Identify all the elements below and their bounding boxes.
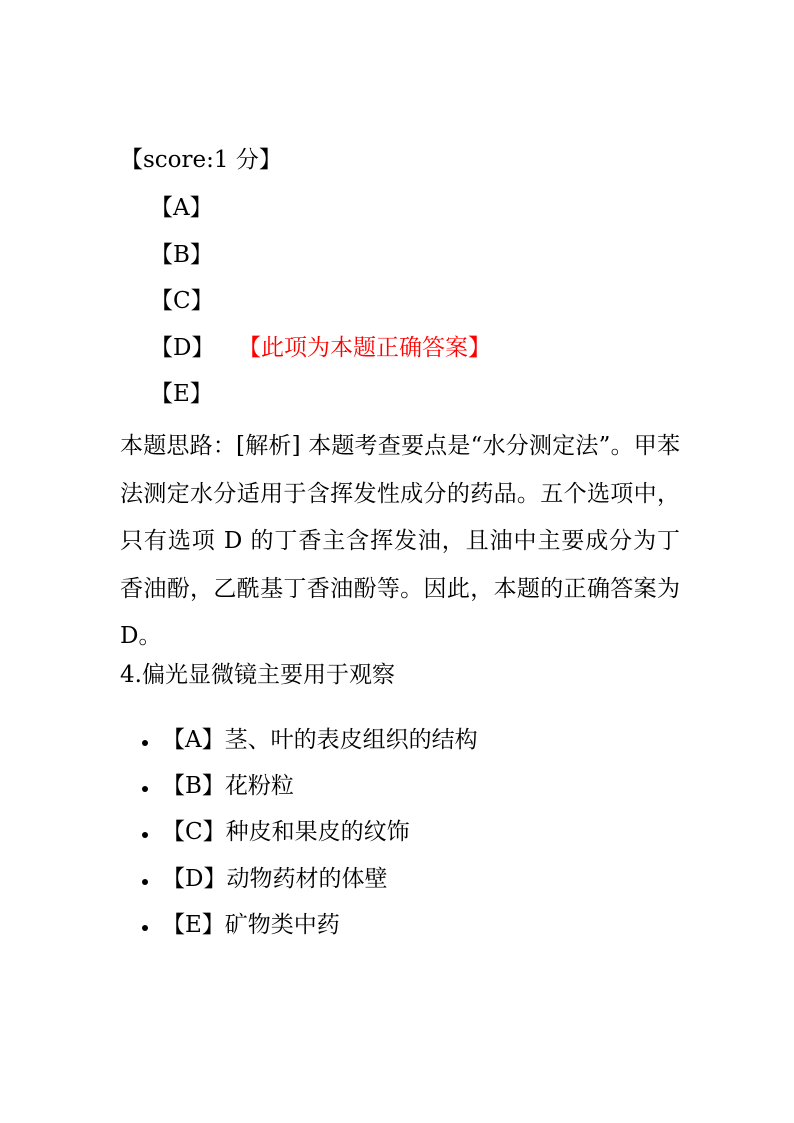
choice-a [142,725,478,755]
choice-d-text: 【D】动物药材的体壁 [162,866,388,892]
question-title: 4.偏光显微镜主要用于观察 [120,662,395,688]
prev-option-e: 【E】 [150,381,213,407]
choice-b [142,771,294,801]
prev-option-a: 【A】 [150,195,213,221]
prev-option-c: 【C】 [150,288,214,314]
bullet-icon [142,925,148,931]
choice-d [142,864,387,894]
choice-e [142,910,340,940]
bullet-icon [142,879,148,885]
choice-e-text: 【E】矿物类中药 [162,912,340,938]
choice-a-text: 【A】茎、叶的表皮组织的结构 [162,727,478,753]
choice-c [142,817,410,847]
bullet-icon [142,740,148,746]
score-label: 【score:1 分】 [120,147,282,173]
prev-option-d: 【D】 [150,335,215,361]
prev-option-b: 【B】 [150,242,213,268]
analysis-text: 本题思路：[解析] 本题考查要点是“水分测定法”。甲苯法测定水分适用于含挥发性成分的药品。五个选项中，只有选项 D 的丁香主含挥发油，且油中主要成分为丁香油酚，乙酰基丁香油酚等。因此，本题的正确答案为 D。 [120,433,680,649]
bullet-icon [142,832,148,838]
bullet-icon [142,786,148,792]
correct-answer-marker: 【此项为本题正确答案】 [238,335,491,361]
choice-c-text: 【C】种皮和果皮的纹饰 [162,819,410,845]
choice-b-text: 【B】花粉粒 [162,773,294,799]
